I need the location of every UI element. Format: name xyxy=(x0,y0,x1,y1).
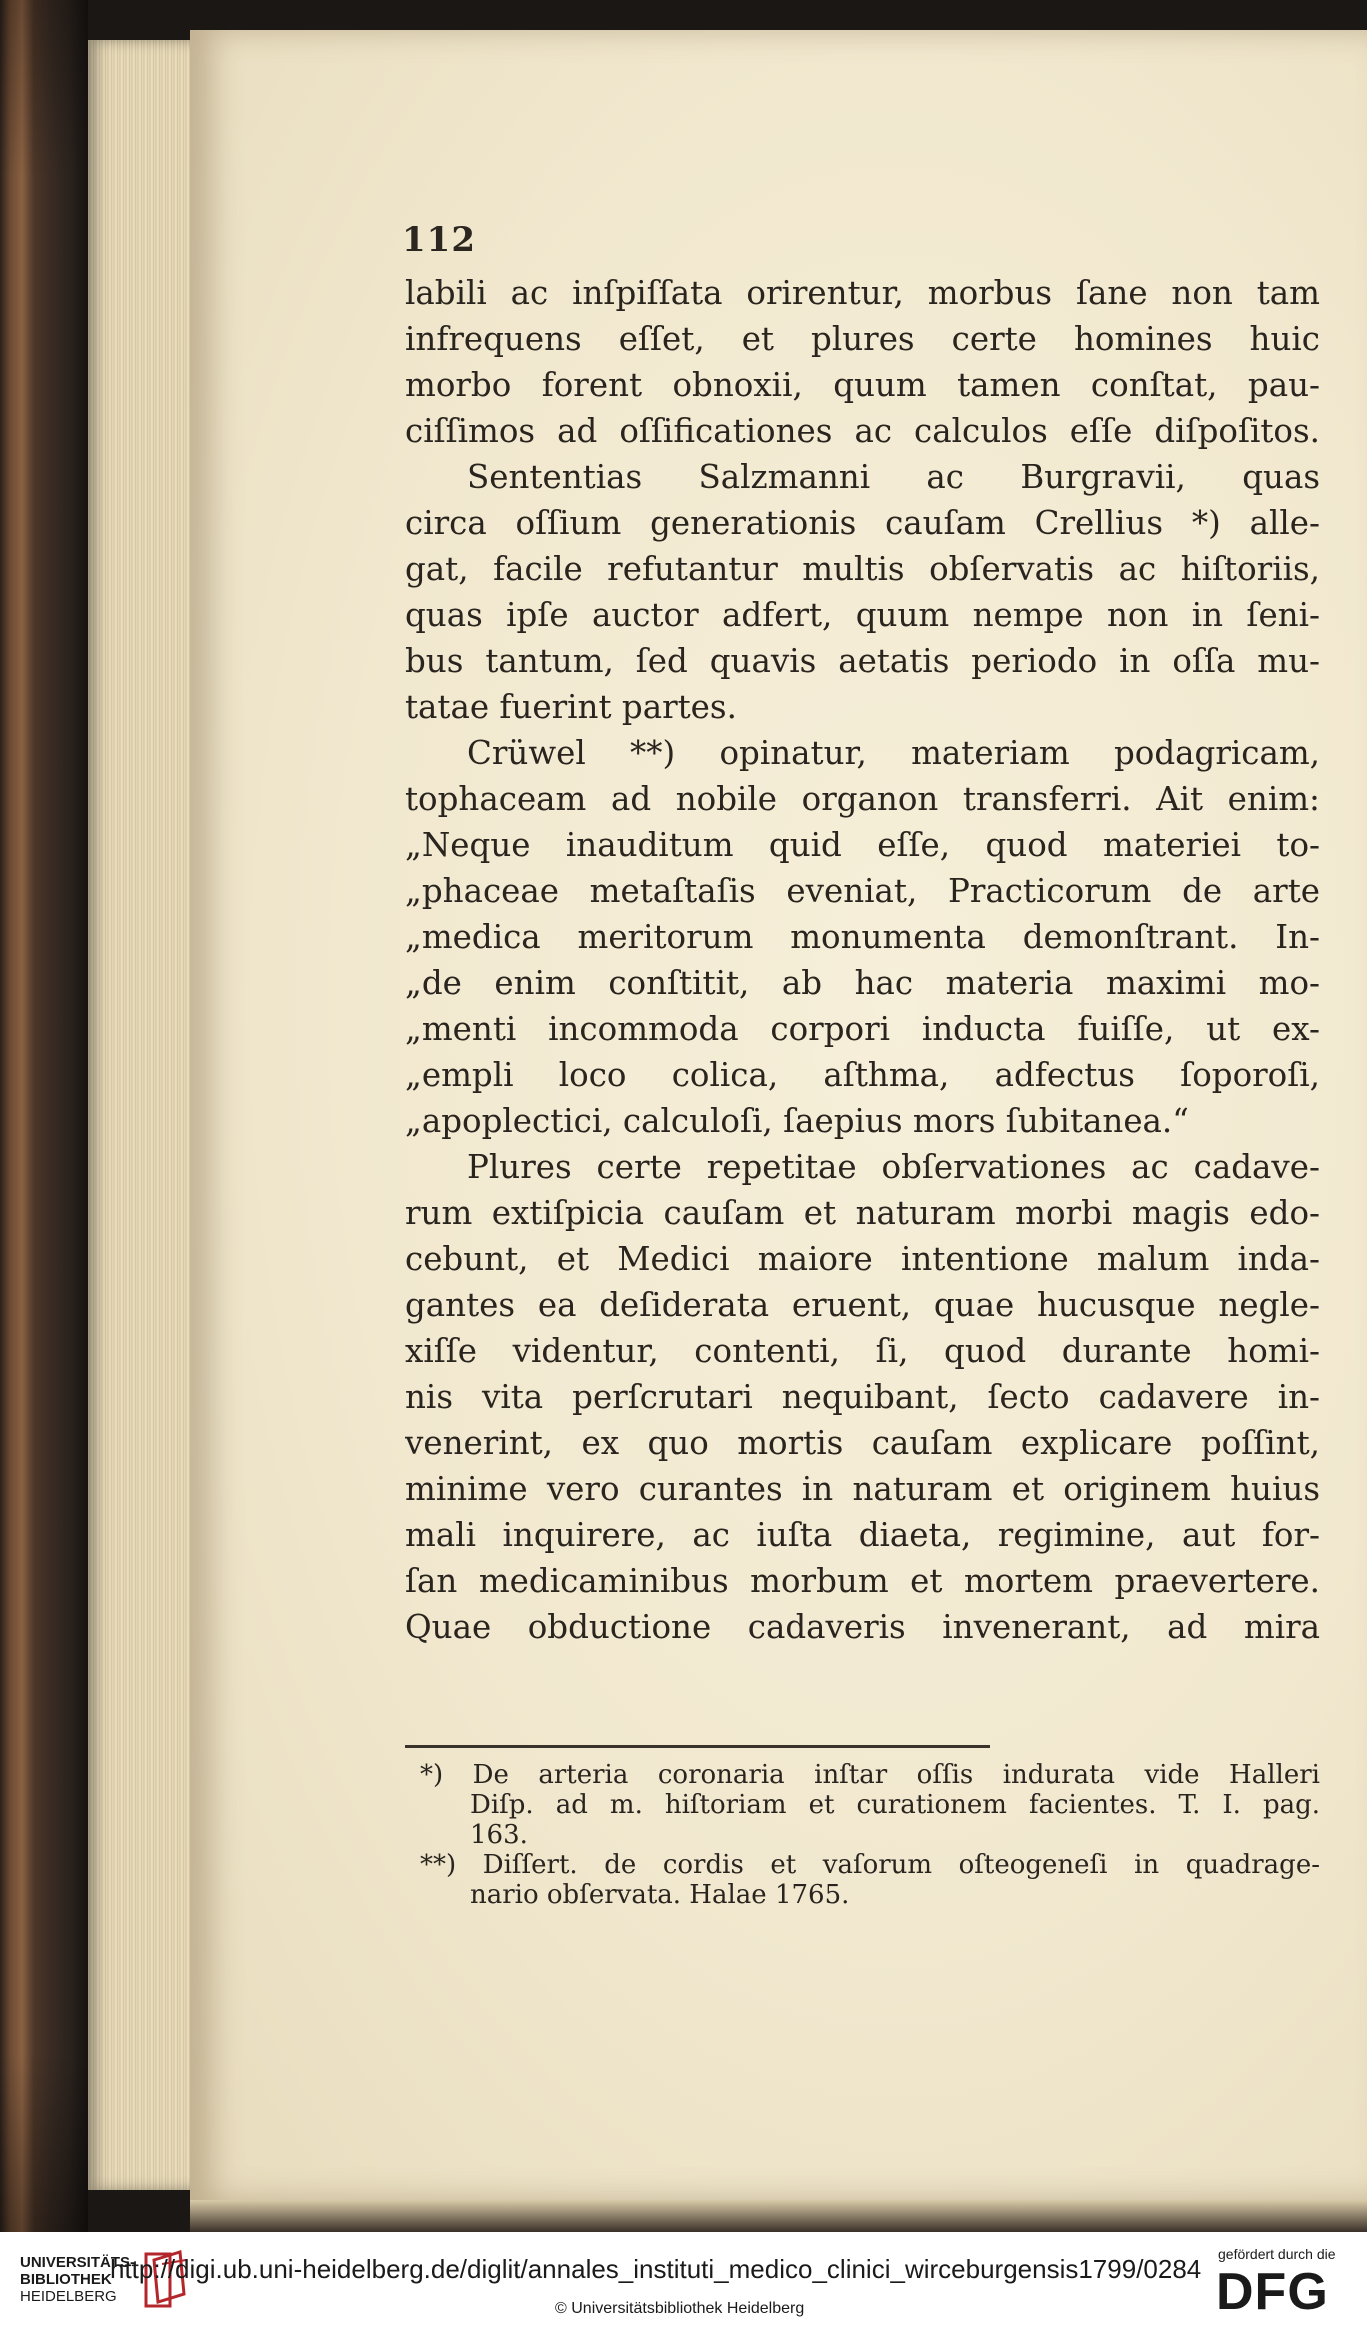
footer-bar xyxy=(0,2232,1367,2329)
page-edges xyxy=(88,40,200,2190)
text-line: Quae obductione cadaveris invenerant, ad mira xyxy=(405,1608,1320,1646)
text-line: minime vero curantes in naturam et originem huius xyxy=(405,1470,1320,1508)
footnote-line: nario obſervata. Halae 1765. xyxy=(470,1880,850,1910)
text-line: xiſſe videntur, contenti, ſi, quod durante homi- xyxy=(405,1332,1320,1370)
text-line: „empli loco colica, aſthma, adfectus ſoporoſi, xyxy=(405,1056,1320,1094)
permalink-url[interactable]: http://digi.ub.uni-heidelberg.de/diglit/annales_instituti_medico_clinici_wirceburgensis1799/0284 xyxy=(110,2254,1202,2284)
footnotes xyxy=(420,1760,1320,1910)
footnote-line: **) Diſſert. de cordis et vaſorum oſteogeneſi in quadrage- xyxy=(420,1850,1320,1880)
text-line: Sententias Salzmanni ac Burgravii, quas xyxy=(467,458,1320,496)
logo-line: UNIVERSITÄTS- xyxy=(20,2254,136,2271)
footnote-line: 163. xyxy=(470,1820,528,1850)
copyright-notice: © Universitätsbibliothek Heidelberg xyxy=(555,2300,805,2317)
text-line: ſan medicaminibus morbum et mortem praevertere. xyxy=(405,1562,1320,1600)
page-number: 112 xyxy=(402,220,476,260)
funded-by-label: gefördert durch die xyxy=(1218,2246,1336,2262)
text-line: tatae fuerint partes. xyxy=(405,688,737,726)
page-bottom-shadow xyxy=(190,2200,1367,2232)
text-line: rum extiſpicia cauſam et naturam morbi magis edo- xyxy=(405,1194,1320,1232)
text-line: „Neque inauditum quid eſſe, quod materiei to- xyxy=(405,826,1320,864)
text-line: bus tantum, ſed quavis aetatis periodo in oſſa mu- xyxy=(405,642,1320,680)
dfg-logo: DFG xyxy=(1216,2263,1329,2321)
logo-line: HEIDELBERG xyxy=(20,2288,117,2305)
footnote-rule xyxy=(405,1745,990,1748)
logo-line: BIBLIOTHEK xyxy=(20,2271,112,2288)
book-spine xyxy=(0,0,88,2232)
text-line: tophaceam ad nobile organon transferri. Ait enim: xyxy=(405,780,1320,818)
text-line: morbo forent obnoxii, quum tamen conſtat, pau- xyxy=(405,366,1320,404)
text-line: cebunt, et Medici maiore intentione malum inda- xyxy=(405,1240,1320,1278)
body-text xyxy=(405,270,1320,1650)
text-line: „medica meritorum monumenta demonſtrant. In- xyxy=(405,918,1320,956)
text-line: „de enim conſtitit, ab hac materia maximi mo- xyxy=(405,964,1320,1002)
text-line: venerint, ex quo mortis cauſam explicare poſſint, xyxy=(405,1424,1320,1462)
text-line: Plures certe repetitae obſervationes ac cadave- xyxy=(467,1148,1320,1186)
text-line: infrequens eſſet, et plures certe homines huic xyxy=(405,320,1320,358)
text-line: „apoplectici, calculoſi, ſaepius mors ſubitanea.“ xyxy=(405,1102,1189,1140)
footnote-line: Diſp. ad m. hiſtoriam et curationem facientes. T. I. pag. xyxy=(470,1790,1320,1820)
text-line: quas ipſe auctor adfert, quum nempe non in ſeni- xyxy=(405,596,1320,634)
text-line: gantes ea deſiderata eruent, quae hucusque negle- xyxy=(405,1286,1320,1324)
text-line: circa oſſium generationis cauſam Crellius *) alle- xyxy=(405,504,1320,542)
text-line: „phaceae metaſtaſis eveniat, Practicorum de arte xyxy=(405,872,1320,910)
text-line: gat, facile refutantur multis obſervatis ac hiſtoriis, xyxy=(405,550,1320,588)
text-line: ciſſimos ad oſſificationes ac calculos eſſe diſpoſitos. xyxy=(405,412,1320,450)
text-line: mali inquirere, ac iuſta diaeta, regimine, aut for- xyxy=(405,1516,1320,1554)
text-line: nis vita perſcrutari nequibant, ſecto cadavere in- xyxy=(405,1378,1320,1416)
text-line: labili ac inſpiſſata orirentur, morbus ſane non tam xyxy=(405,274,1320,312)
footnote-line: *) De arteria coronaria inſtar oſſis indurata vide Halleri xyxy=(420,1760,1320,1790)
text-line: „menti incommoda corpori inducta fuiſſe, ut ex- xyxy=(405,1010,1320,1048)
text-line: Crüwel **) opinatur, materiam podagricam, xyxy=(467,734,1320,772)
